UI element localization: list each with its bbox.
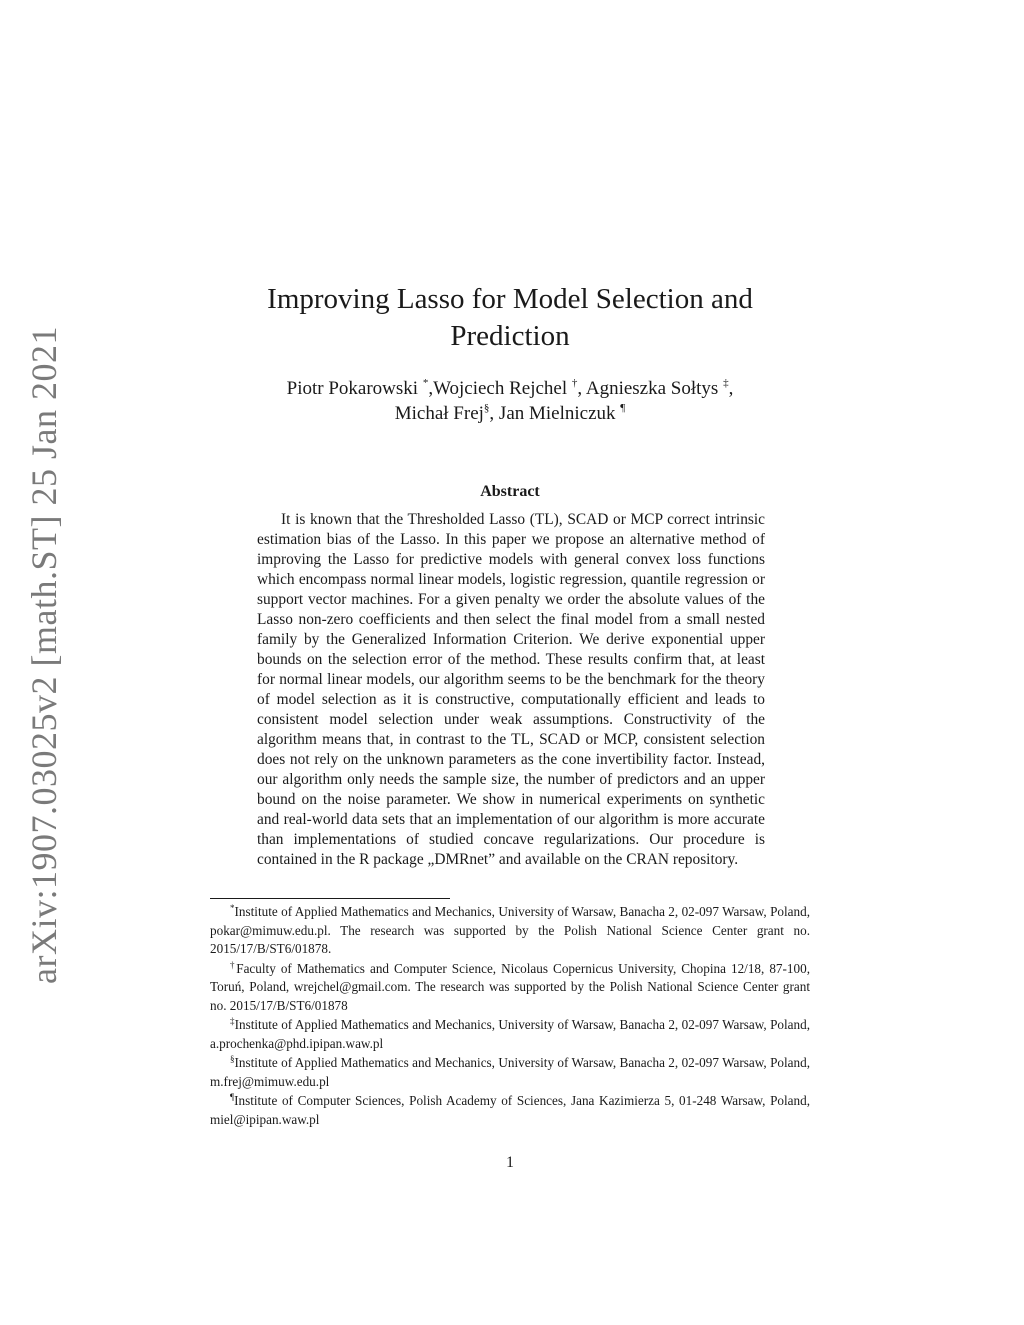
- footnote-text: Institute of Applied Mathematics and Mechanics, University of Warsaw, Banacha 2, 02-097 Warsaw, Poland, a.prochenka@phd.ipipan.waw.pl: [210, 1017, 811, 1051]
- footnote-divider: [210, 898, 450, 899]
- arxiv-sidebar-stamp: [14, 326, 74, 984]
- footnote-text: Institute of Computer Sciences, Polish Academy of Sciences, Jana Kazimierza 5, 01-248 Warsaw, Poland, miel@ipipan.waw.pl: [210, 1093, 810, 1127]
- footnote-mark: ¶: [230, 1092, 235, 1102]
- footnote: [210, 903, 810, 959]
- author-footnote-mark: †: [571, 377, 578, 389]
- footnote-text: Institute of Applied Mathematics and Mechanics, University of Warsaw, Banacha 2, 02-097 Warsaw, Poland, m.frej@mimuw.edu.pl: [210, 1055, 810, 1089]
- footnote-mark: ‡: [230, 1016, 235, 1026]
- author-list: Piotr Pokarowski *,Wojciech Rejchel †, Agnieszka Sołtys ‡, Michał Frej§, Jan Mielniczuk ¶: [286, 377, 734, 424]
- author-name: Agnieszka Sołtys: [585, 378, 719, 399]
- author-name: Michał Frej: [394, 403, 484, 424]
- author-name: Jan Mielniczuk: [498, 403, 616, 424]
- author-footnote-mark: §: [483, 402, 490, 414]
- footnote: [210, 1016, 810, 1053]
- author-footnote-mark: ‡: [723, 377, 729, 389]
- footnote-mark: §: [230, 1054, 235, 1064]
- author-name: Piotr Pokarowski: [286, 378, 419, 399]
- footnote-text: Faculty of Mathematics and Computer Science, Nicolaus Copernicus University, Chopina 12/18, 87-100, Toruń, Poland, wrejchel@gmail.com. The research was supported by the Polish National Science Center grant no. 2015/17/B/ST6/01878: [210, 960, 810, 1013]
- arxiv-identifier: arXiv:1907.03025v2 [math.ST] 25 Jan 2021: [24, 326, 64, 984]
- footnote: [210, 960, 810, 1016]
- footnotes: [210, 903, 810, 1130]
- footnote-mark: *: [230, 903, 235, 913]
- abstract-heading: Abstract: [480, 483, 540, 500]
- author-footnote-mark: ¶: [620, 402, 626, 414]
- page-number: 1: [506, 1154, 514, 1171]
- author-footnote-mark: *: [422, 377, 429, 389]
- author-name: Wojciech Rejchel: [433, 378, 568, 399]
- footnote: [210, 1054, 810, 1091]
- footnote-mark: †: [230, 959, 237, 970]
- abstract-body: It is known that the Thresholded Lasso (TL), SCAD or MCP correct intrinsic estimation bias of the Lasso. In this paper we propose an alternative method of improving the Lasso for predictive models with general convex loss functions which encompass normal linear models, logistic regression, quantile regression or support vector machines. For a given penalty we order the absolute values of the Lasso non-zero coefficients and then select the final model from a small nested family by the Generalized Information Criterion. We derive exponential upper bounds on the selection error of the method. These results confirm that, at least for normal linear models, our algorithm seems to be the benchmark for the theory of model selection as it is constructive, computationally efficient and leads to consistent model selection under weak assumptions. Constructivity of the algorithm means that, in contrast to the TL, SCAD or MCP, consistent selection does not rely on the unknown parameters as the cone invertibility factor. Instead, our algorithm only needs the sample size, the number of predictors and an upper bound on the noise parameter. We show in numerical experiments on synthetic and real-world data sets that an implementation of our algorithm is more accurate than implementations of studied concave regularizations. Our procedure is contained in the R package „DMRnet” and available on the CRAN repository.: [257, 511, 765, 868]
- footnote: [210, 1092, 810, 1129]
- paper-title: Improving Lasso for Model Selection and Prediction: [267, 283, 753, 352]
- footnote-text: Institute of Applied Mathematics and Mechanics, University of Warsaw, Banacha 2, 02-097 Warsaw, Poland, pokar@mimuw.edu.pl. The research was supported by the Polish National Science Center grant no. 2015/17/B/ST6/01878.: [210, 904, 810, 956]
